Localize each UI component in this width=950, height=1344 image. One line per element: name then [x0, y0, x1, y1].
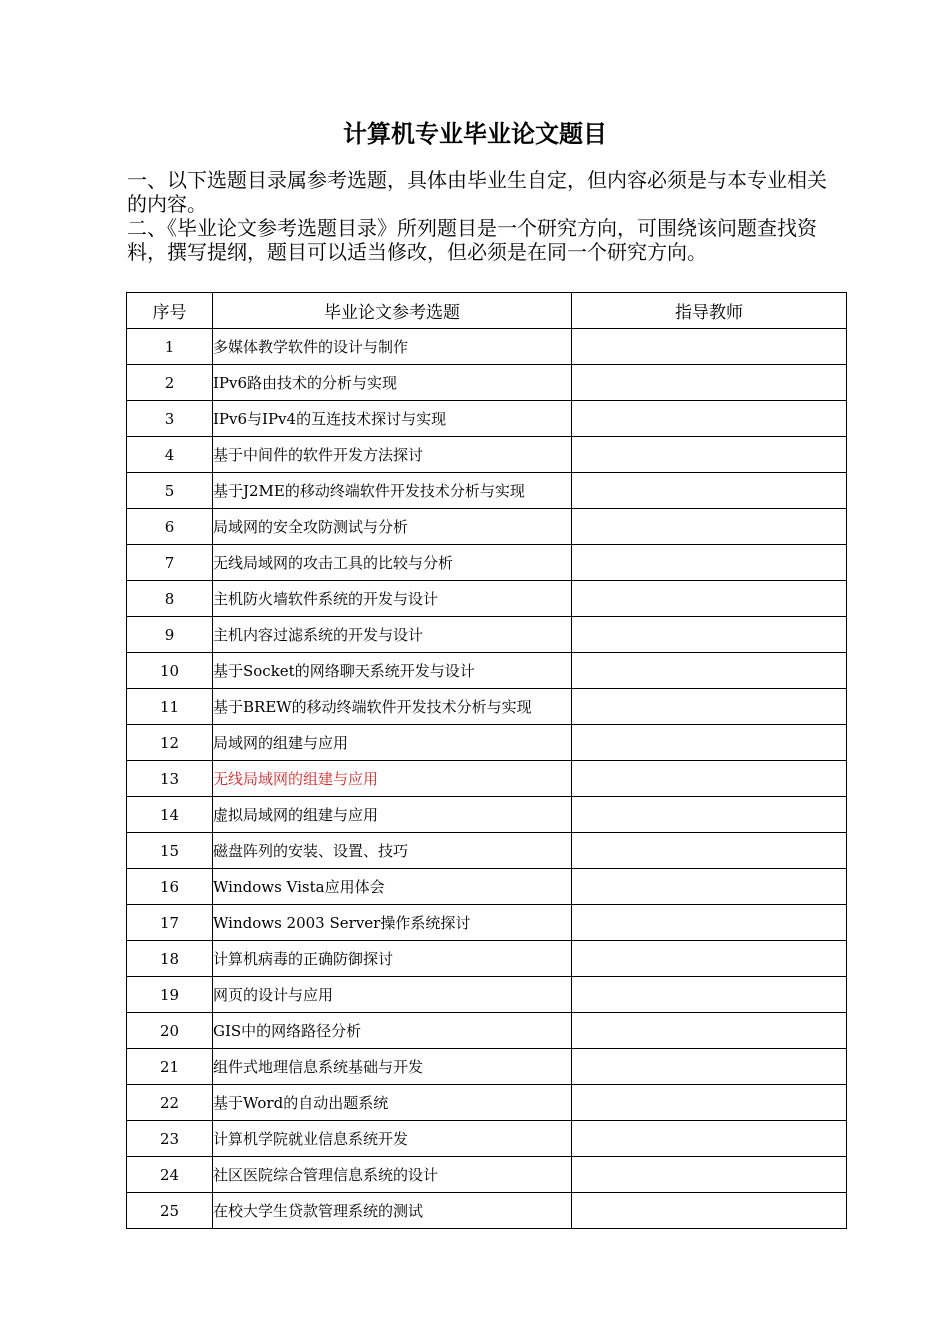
- table-row: [127, 329, 847, 365]
- row-topic: 无线局域网的组建与应用: [213, 761, 572, 797]
- row-topic: 基于Socket的网络聊天系统开发与设计: [213, 653, 572, 689]
- row-topic: 计算机学院就业信息系统开发: [213, 1121, 572, 1157]
- row-number: 10: [127, 653, 213, 689]
- table-row: [127, 437, 847, 473]
- row-topic: 主机内容过滤系统的开发与设计: [213, 617, 572, 653]
- table-row: [127, 1121, 847, 1157]
- row-number: 11: [127, 689, 213, 725]
- row-advisor: [572, 581, 847, 617]
- row-advisor: [572, 1157, 847, 1193]
- row-advisor: [572, 977, 847, 1013]
- row-advisor: [572, 725, 847, 761]
- table-row: [127, 1013, 847, 1049]
- row-advisor: [572, 617, 847, 653]
- row-topic: 基于中间件的软件开发方法探讨: [213, 437, 572, 473]
- table-row: [127, 941, 847, 977]
- row-advisor: [572, 509, 847, 545]
- row-topic: 基于Word的自动出题系统: [213, 1085, 572, 1121]
- table-row: [127, 833, 847, 869]
- row-number: 6: [127, 509, 213, 545]
- row-number: 1: [127, 329, 213, 365]
- page-title: 计算机专业毕业论文题目: [343, 120, 607, 148]
- row-number: 19: [127, 977, 213, 1013]
- row-number: 8: [127, 581, 213, 617]
- table-row: [127, 1049, 847, 1085]
- row-advisor: [572, 797, 847, 833]
- row-number: 22: [127, 1085, 213, 1121]
- row-number: 20: [127, 1013, 213, 1049]
- table-row: [127, 509, 847, 545]
- row-advisor: [572, 329, 847, 365]
- table-row: [127, 1085, 847, 1121]
- table-row: [127, 977, 847, 1013]
- column-header-topic: 毕业论文参考选题: [213, 293, 572, 329]
- table-row: [127, 401, 847, 437]
- row-advisor: [572, 653, 847, 689]
- row-advisor: [572, 1013, 847, 1049]
- table-row: [127, 473, 847, 509]
- row-topic: 磁盘阵列的安装、设置、技巧: [213, 833, 572, 869]
- row-topic: 基于BREW的移动终端软件开发技术分析与实现: [213, 689, 572, 725]
- row-topic: 网页的设计与应用: [213, 977, 572, 1013]
- row-number: 3: [127, 401, 213, 437]
- row-advisor: [572, 1193, 847, 1229]
- row-topic: 局域网的安全攻防测试与分析: [213, 509, 572, 545]
- intro-note-2: 二、《毕业论文参考选题目录》所列题目是一个研究方向，可围绕该问题查找资料，撰写提纲，题目可以适当修改，但必须是在同一个研究方向。: [127, 216, 817, 264]
- row-advisor: [572, 869, 847, 905]
- row-number: 15: [127, 833, 213, 869]
- row-number: 16: [127, 869, 213, 905]
- table-row: [127, 869, 847, 905]
- row-advisor: [572, 365, 847, 401]
- table-row: [127, 725, 847, 761]
- row-number: 18: [127, 941, 213, 977]
- table-row: [127, 581, 847, 617]
- row-number: 12: [127, 725, 213, 761]
- row-number: 13: [127, 761, 213, 797]
- table-row: [127, 1193, 847, 1229]
- row-number: 21: [127, 1049, 213, 1085]
- row-number: 17: [127, 905, 213, 941]
- row-topic: IPv6与IPv4的互连技术探讨与实现: [213, 401, 572, 437]
- column-header-number: 序号: [127, 293, 213, 329]
- column-header-advisor: 指导教师: [572, 293, 847, 329]
- row-topic: 计算机病毒的正确防御探讨: [213, 941, 572, 977]
- row-number: 2: [127, 365, 213, 401]
- row-topic: Windows Vista应用体会: [213, 869, 572, 905]
- row-topic: GIS中的网络路径分析: [213, 1013, 572, 1049]
- row-topic: Windows 2003 Server操作系统探讨: [213, 905, 572, 941]
- row-number: 4: [127, 437, 213, 473]
- row-number: 5: [127, 473, 213, 509]
- table-row: [127, 365, 847, 401]
- row-number: 7: [127, 545, 213, 581]
- row-topic: 在校大学生贷款管理系统的测试: [213, 1193, 572, 1229]
- row-advisor: [572, 1121, 847, 1157]
- row-advisor: [572, 545, 847, 581]
- row-advisor: [572, 473, 847, 509]
- row-advisor: [572, 437, 847, 473]
- table-row: [127, 545, 847, 581]
- row-topic: 无线局域网的攻击工具的比较与分析: [213, 545, 572, 581]
- row-topic: 基于J2ME的移动终端软件开发技术分析与实现: [213, 473, 572, 509]
- table-header-row: [127, 293, 847, 329]
- row-advisor: [572, 689, 847, 725]
- row-advisor: [572, 1085, 847, 1121]
- row-advisor: [572, 833, 847, 869]
- row-topic: 多媒体教学软件的设计与制作: [213, 329, 572, 365]
- topics-table: [126, 292, 847, 1229]
- table-row: [127, 761, 847, 797]
- row-topic: IPv6路由技术的分析与实现: [213, 365, 572, 401]
- row-number: 24: [127, 1157, 213, 1193]
- row-advisor: [572, 1049, 847, 1085]
- row-number: 25: [127, 1193, 213, 1229]
- row-advisor: [572, 401, 847, 437]
- table-row: [127, 653, 847, 689]
- table-row: [127, 1157, 847, 1193]
- row-number: 23: [127, 1121, 213, 1157]
- row-advisor: [572, 761, 847, 797]
- intro-notes: [127, 168, 832, 264]
- row-topic: 主机防火墙软件系统的开发与设计: [213, 581, 572, 617]
- row-topic: 虚拟局域网的组建与应用: [213, 797, 572, 833]
- row-advisor: [572, 941, 847, 977]
- table-body: [127, 329, 847, 1229]
- table-row: [127, 617, 847, 653]
- row-number: 9: [127, 617, 213, 653]
- intro-note-1: 一、以下选题目录属参考选题，具体由毕业生自定，但内容必须是与本专业相关的内容。: [127, 168, 827, 216]
- row-advisor: [572, 905, 847, 941]
- table-row: [127, 905, 847, 941]
- table-row: [127, 689, 847, 725]
- row-topic: 局域网的组建与应用: [213, 725, 572, 761]
- row-topic: 社区医院综合管理信息系统的设计: [213, 1157, 572, 1193]
- row-number: 14: [127, 797, 213, 833]
- table-row: [127, 797, 847, 833]
- row-topic: 组件式地理信息系统基础与开发: [213, 1049, 572, 1085]
